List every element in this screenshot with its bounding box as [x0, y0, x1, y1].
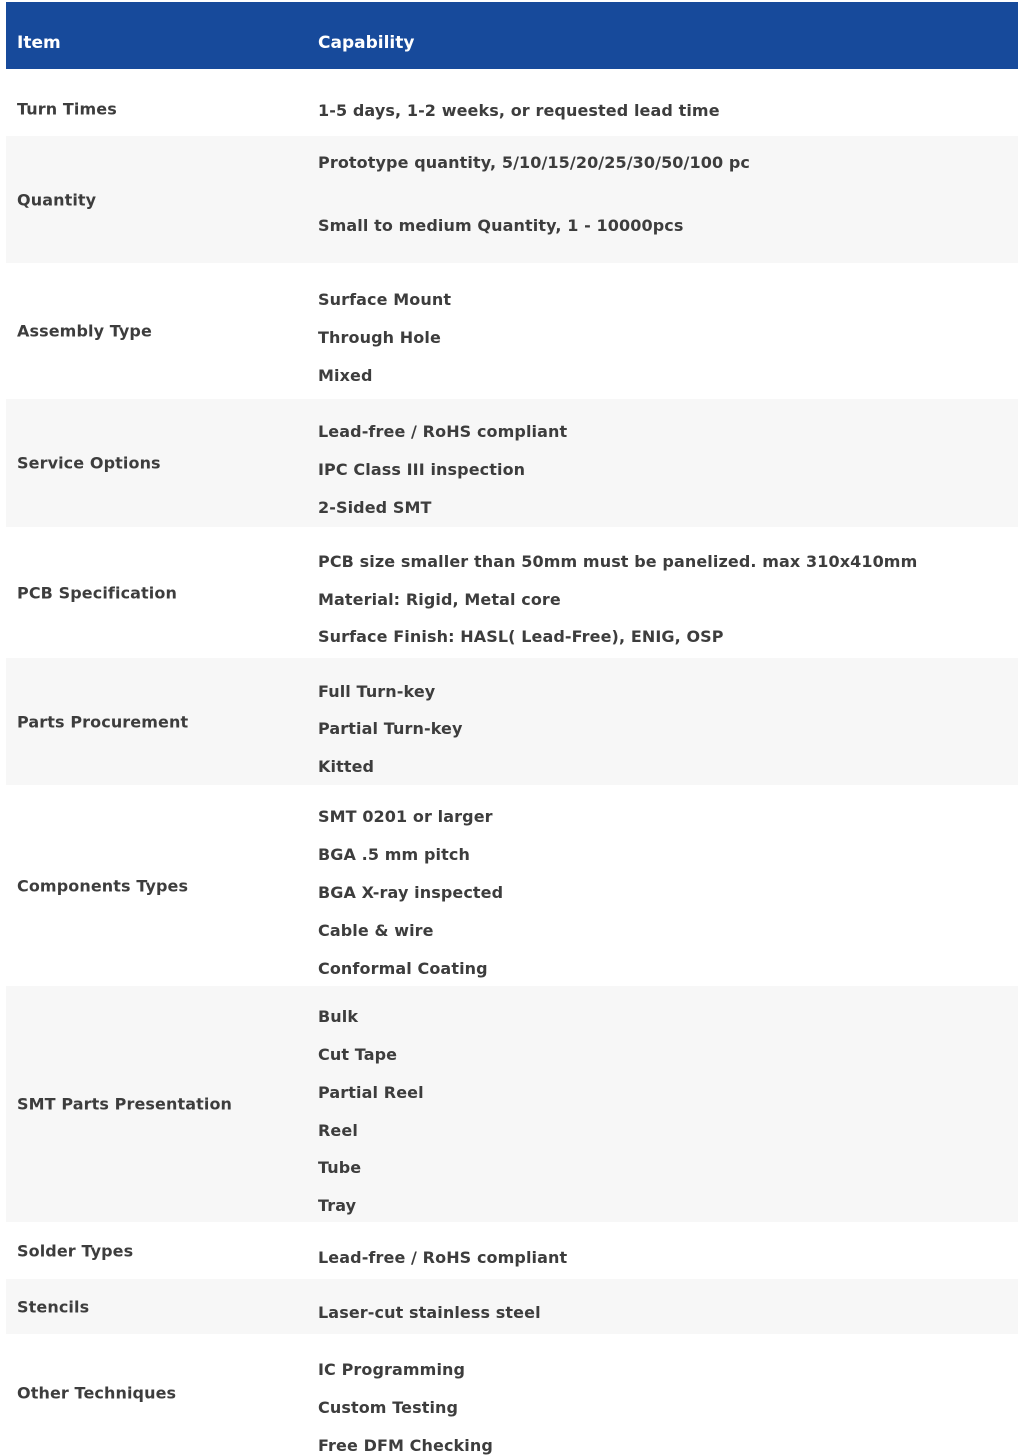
capability-line: Kitted — [318, 757, 375, 776]
row-item-label: Service Options — [17, 453, 161, 473]
table-row — [6, 1334, 1018, 1455]
table-header — [6, 2, 1018, 69]
table-row — [6, 399, 1018, 527]
row-capability — [318, 1334, 1018, 1455]
capability-line: IC Programming — [318, 1360, 466, 1379]
table-row — [6, 82, 1018, 136]
capability-line: PCB size smaller than 50mm must be panelized. max 310x410mm — [318, 552, 918, 571]
capability-line: Lead-free / RoHS compliant — [318, 1248, 568, 1267]
capability-line: Lead-free / RoHS compliant — [318, 422, 568, 441]
capability-line: Tube — [318, 1158, 362, 1177]
header-item: Item — [17, 33, 61, 53]
table-row — [6, 136, 1018, 263]
row-capability — [318, 136, 1018, 263]
capability-line: Cable & wire — [318, 921, 434, 940]
capability-line: Mixed — [318, 366, 373, 385]
row-item-label: Parts Procurement — [17, 712, 189, 731]
row-capability — [318, 1222, 1018, 1279]
table-row — [6, 1279, 1018, 1334]
header-spacer — [6, 69, 1018, 82]
capability-line: Prototype quantity, 5/10/15/20/25/30/50/100 pc — [318, 153, 750, 172]
row-item-label: Solder Types — [17, 1241, 134, 1260]
capability-line: 2-Sided SMT — [318, 498, 432, 517]
row-item-label: SMT Parts Presentation — [17, 1094, 233, 1114]
row-item-label: Components Types — [17, 876, 189, 895]
row-item-label: Turn Times — [17, 99, 117, 119]
capability-line: BGA X-ray inspected — [318, 883, 504, 902]
table-row — [6, 658, 1018, 785]
row-capability — [318, 527, 1018, 658]
row-capability — [318, 399, 1018, 527]
capability-line: 1-5 days, 1-2 weeks, or requested lead time — [318, 101, 720, 120]
table-row — [6, 986, 1018, 1222]
table-row — [6, 785, 1018, 986]
row-item-label: Other Techniques — [17, 1383, 177, 1403]
table-row — [6, 1222, 1018, 1279]
capability-line: Bulk — [318, 1007, 359, 1026]
capability-line: Free DFM Checking — [318, 1436, 493, 1455]
capability-line: Partial Reel — [318, 1083, 424, 1102]
row-capability — [318, 1279, 1018, 1334]
row-capability — [318, 82, 1018, 136]
table-body — [6, 82, 1018, 1455]
row-item-label: PCB Specification — [17, 583, 177, 602]
table-row — [6, 527, 1018, 658]
capability-line: Through Hole — [318, 328, 441, 347]
row-capability — [318, 658, 1018, 785]
row-item-label: Assembly Type — [17, 321, 152, 341]
header-capability: Capability — [318, 33, 415, 53]
capability-line: Cut Tape — [318, 1045, 398, 1064]
table-row — [6, 263, 1018, 399]
row-item-label: Quantity — [17, 190, 97, 209]
capability-line: Material: Rigid, Metal core — [318, 590, 561, 609]
capability-line: Custom Testing — [318, 1398, 459, 1417]
capability-line: Reel — [318, 1121, 358, 1140]
capability-line: Surface Finish: HASL( Lead-Free), ENIG, OSP — [318, 627, 724, 646]
row-capability — [318, 785, 1018, 986]
capability-line: Surface Mount — [318, 290, 452, 309]
capability-table — [6, 2, 1018, 1455]
capability-line: BGA .5 mm pitch — [318, 845, 470, 864]
capability-line: Small to medium Quantity, 1 - 10000pcs — [318, 216, 684, 235]
capability-line: Conformal Coating — [318, 959, 488, 978]
capability-line: IPC Class III inspection — [318, 460, 526, 479]
capability-line: Laser-cut stainless steel — [318, 1303, 541, 1322]
capability-line: Tray — [318, 1196, 357, 1215]
capability-line: Full Turn-key — [318, 682, 436, 701]
row-capability — [318, 986, 1018, 1222]
capability-line: Partial Turn-key — [318, 719, 463, 738]
row-capability — [318, 263, 1018, 399]
capability-line: SMT 0201 or larger — [318, 807, 493, 826]
row-item-label: Stencils — [17, 1297, 90, 1316]
